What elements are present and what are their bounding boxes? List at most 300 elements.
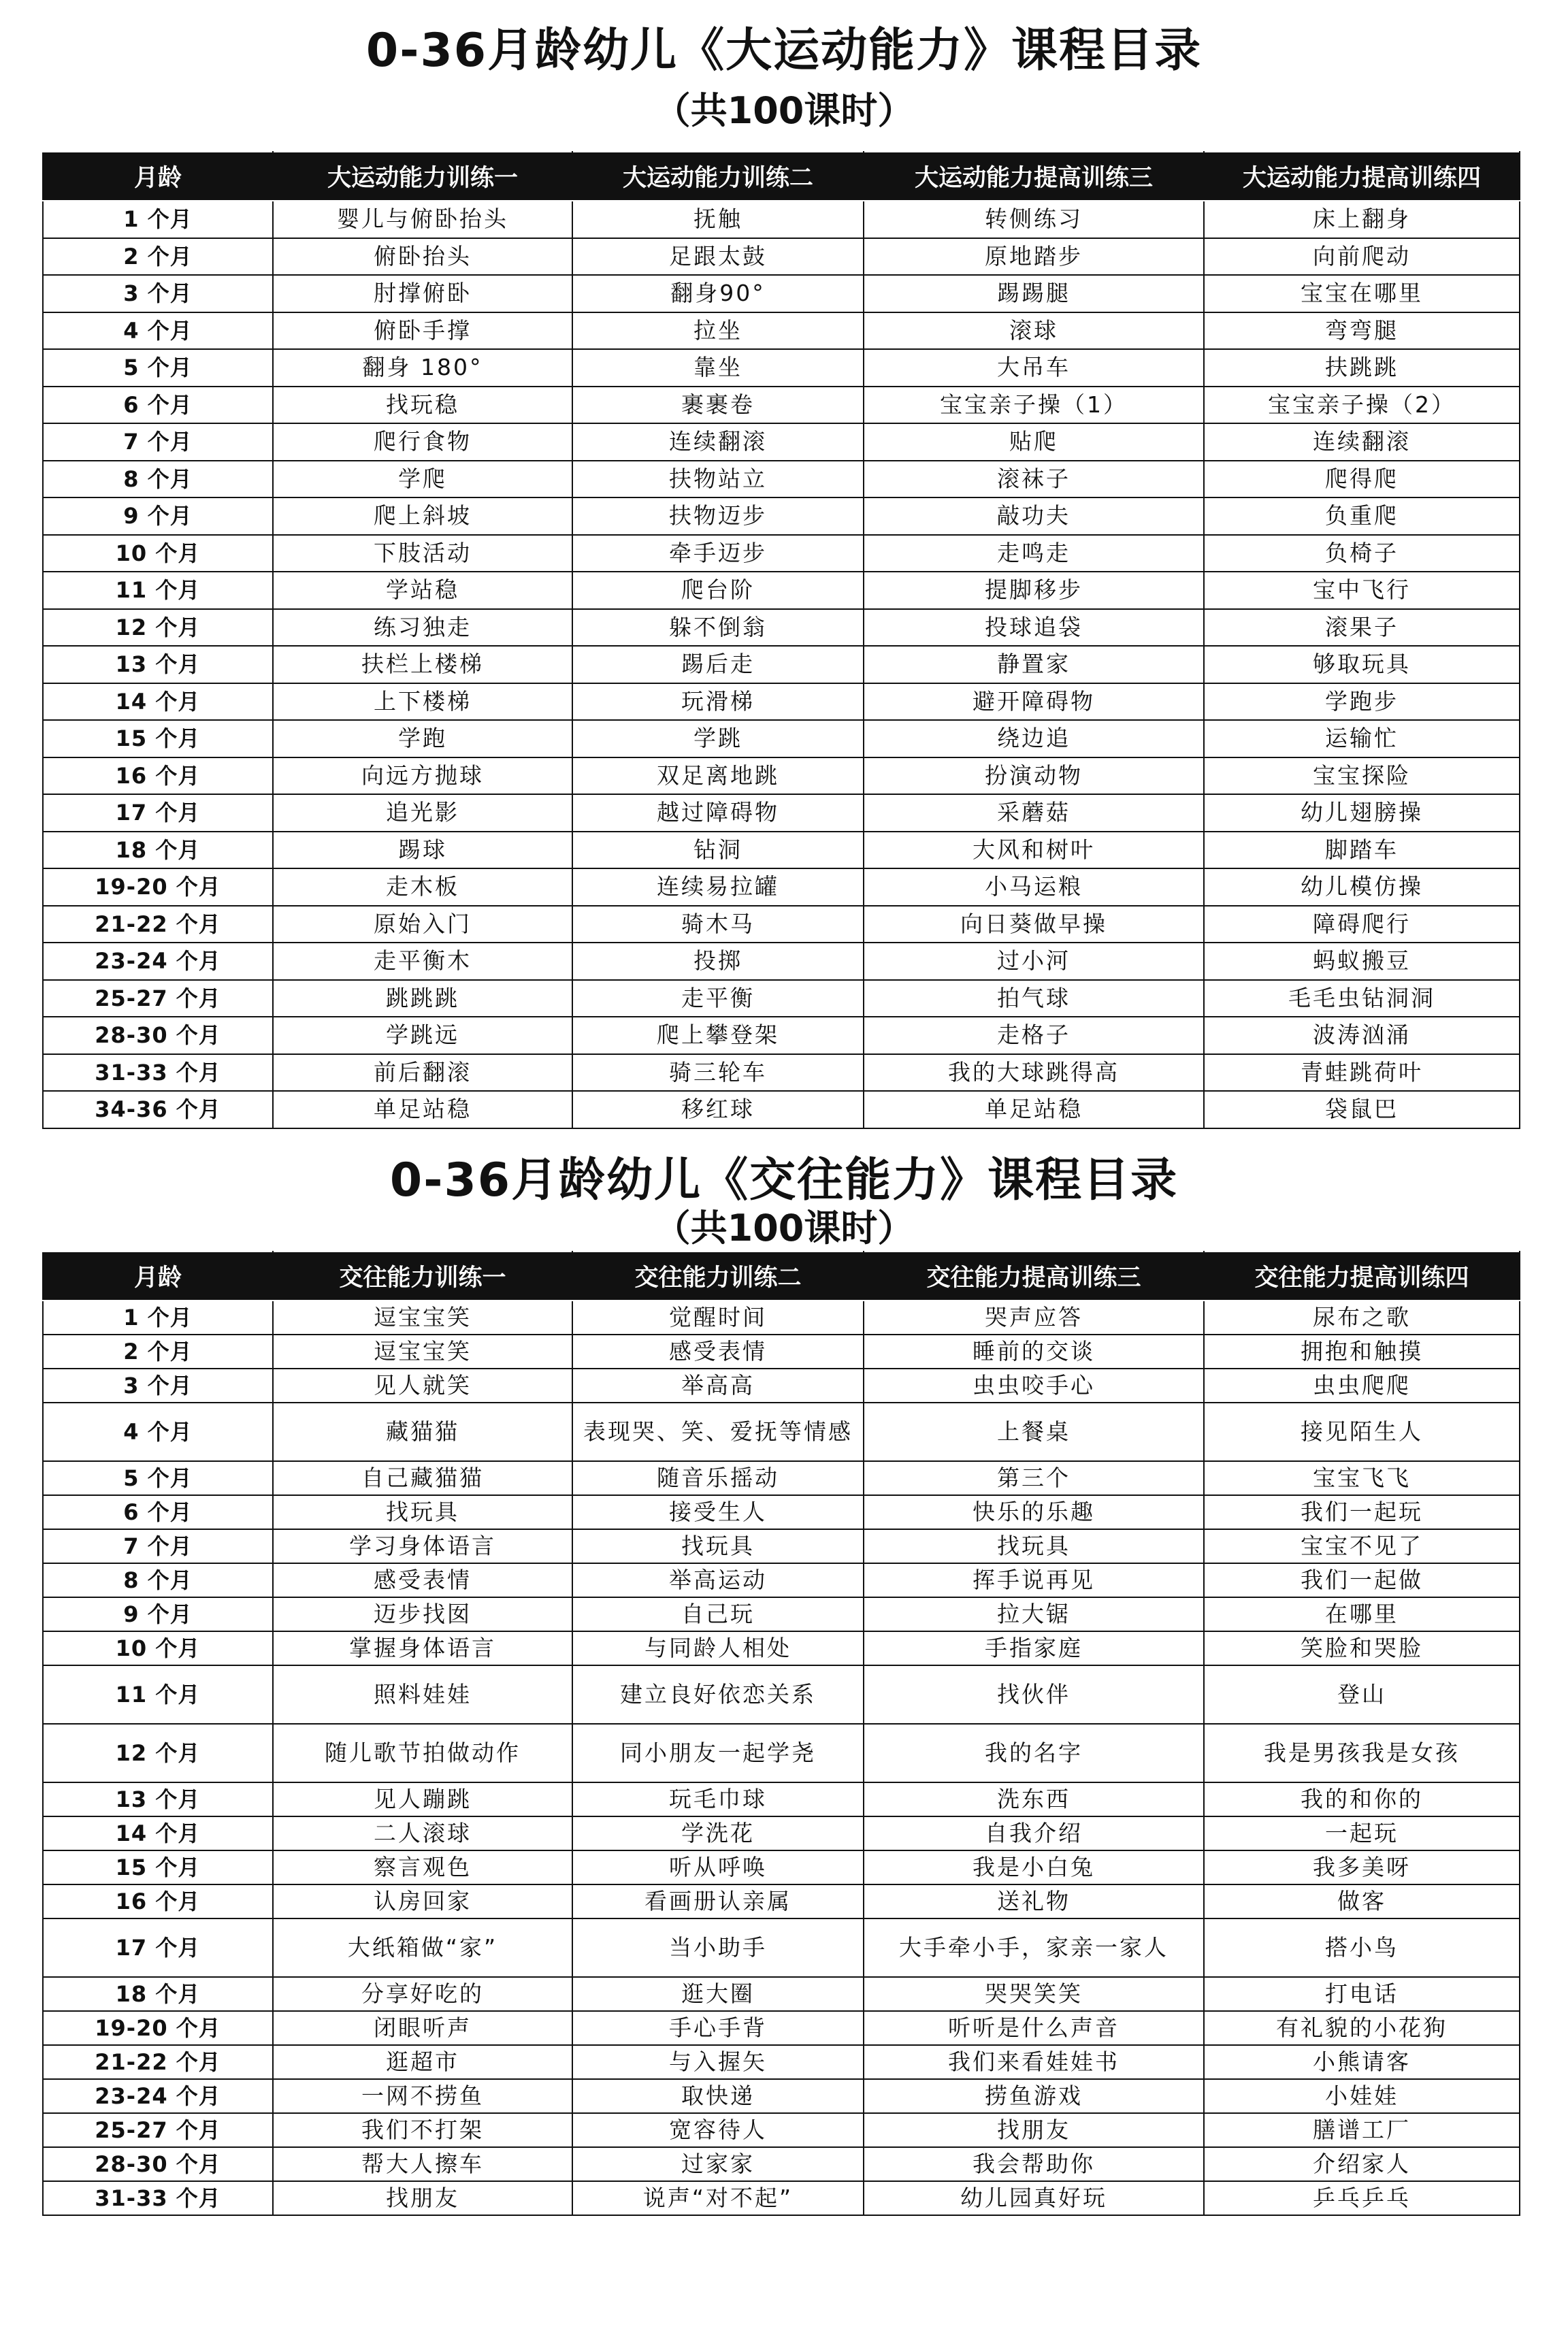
age-cell: 12 个月 (43, 609, 273, 647)
course-cell: 我们来看娃娃书 (864, 2045, 1204, 2079)
age-cell: 6 个月 (43, 1495, 273, 1529)
table-row (43, 572, 1520, 609)
course-cell: 下肢活动 (273, 535, 572, 572)
course-cell: 接受生人 (572, 1495, 864, 1529)
course-cell: 逗宝宝笑 (273, 1301, 572, 1335)
course-cell: 足跟太鼓 (572, 238, 864, 276)
course-cell: 我们一起玩 (1204, 1495, 1520, 1529)
column-header: 交往能力提高训练三 (864, 1252, 1204, 1301)
course-cell: 搭小鸟 (1204, 1918, 1520, 1977)
age-cell: 6 个月 (43, 387, 273, 424)
course-cell: 学爬 (273, 461, 572, 498)
course-cell: 笑脸和哭脸 (1204, 1631, 1520, 1665)
course-cell: 宝宝亲子操（1） (864, 387, 1204, 424)
age-cell: 1 个月 (43, 1301, 273, 1335)
course-cell: 有礼貌的小花狗 (1204, 2011, 1520, 2045)
age-cell: 9 个月 (43, 1597, 273, 1631)
motor-course-table (42, 151, 1520, 1129)
table-row (43, 683, 1520, 721)
course-cell: 说声“对不起” (572, 2181, 864, 2215)
course-cell: 扶物站立 (572, 461, 864, 498)
course-cell: 小马运粮 (864, 868, 1204, 906)
course-cell: 大吊车 (864, 349, 1204, 387)
table-row (43, 1403, 1520, 1461)
course-cell: 靠坐 (572, 349, 864, 387)
course-cell: 感受表情 (273, 1563, 572, 1597)
course-cell: 裹裹卷 (572, 387, 864, 424)
course-cell: 虫虫咬手心 (864, 1369, 1204, 1403)
course-cell: 运输忙 (1204, 720, 1520, 757)
course-cell: 袋鼠巴 (1204, 1091, 1520, 1128)
course-cell: 双足离地跳 (572, 757, 864, 795)
table-row (43, 1816, 1520, 1850)
course-cell: 脚踏车 (1204, 832, 1520, 869)
age-cell: 25-27 个月 (43, 2113, 273, 2147)
course-cell: 看画册认亲属 (572, 1884, 864, 1918)
course-cell: 自己玩 (572, 1597, 864, 1631)
age-cell: 13 个月 (43, 1782, 273, 1816)
table-row (43, 423, 1520, 461)
course-cell: 乒乓乒乓 (1204, 2181, 1520, 2215)
table-row (43, 535, 1520, 572)
course-cell: 向前爬动 (1204, 238, 1520, 276)
course-cell: 毛毛虫钻洞洞 (1204, 980, 1520, 1017)
course-cell: 逗宝宝笑 (273, 1335, 572, 1369)
course-cell: 当小助手 (572, 1918, 864, 1977)
course-cell: 照料娃娃 (273, 1665, 572, 1724)
course-cell: 宝宝亲子操（2） (1204, 387, 1520, 424)
social-subtitle: （共100课时） (653, 1207, 915, 1250)
course-cell: 送礼物 (864, 1884, 1204, 1918)
course-cell: 向日葵做早操 (864, 906, 1204, 943)
age-cell: 2 个月 (43, 1335, 273, 1369)
course-cell: 连续翻滚 (572, 423, 864, 461)
table-row (43, 1529, 1520, 1563)
course-cell: 察言观色 (273, 1850, 572, 1884)
table-row (43, 943, 1520, 980)
course-cell: 找玩稳 (273, 387, 572, 424)
column-header: 大运动能力提高训练三 (864, 152, 1204, 201)
course-cell: 幼儿园真好玩 (864, 2181, 1204, 2215)
course-cell: 婴儿与俯卧抬头 (273, 201, 572, 238)
course-cell: 自己藏猫猫 (273, 1461, 572, 1495)
course-cell: 举高高 (572, 1369, 864, 1403)
table-row (43, 201, 1520, 238)
table-row (43, 1461, 1520, 1495)
course-cell: 绕边追 (864, 720, 1204, 757)
course-cell: 床上翻身 (1204, 201, 1520, 238)
course-cell: 过小河 (864, 943, 1204, 980)
course-cell: 蚂蚁搬豆 (1204, 943, 1520, 980)
age-cell: 17 个月 (43, 794, 273, 832)
course-cell: 找伙伴 (864, 1665, 1204, 1724)
course-cell: 找玩具 (273, 1495, 572, 1529)
course-cell: 翻身90° (572, 275, 864, 312)
course-cell: 逛超市 (273, 2045, 572, 2079)
course-cell: 手心手背 (572, 2011, 864, 2045)
course-cell: 小娃娃 (1204, 2079, 1520, 2113)
course-cell: 我的大球跳得高 (864, 1054, 1204, 1092)
table-row (43, 2045, 1520, 2079)
table-row (43, 1724, 1520, 1782)
course-cell: 幼儿模仿操 (1204, 868, 1520, 906)
table-row (43, 906, 1520, 943)
age-cell: 15 个月 (43, 1850, 273, 1884)
age-cell: 34-36 个月 (43, 1091, 273, 1128)
course-cell: 闭眼听声 (273, 2011, 572, 2045)
course-cell: 捞鱼游戏 (864, 2079, 1204, 2113)
course-cell: 越过障碍物 (572, 794, 864, 832)
course-cell: 接见陌生人 (1204, 1403, 1520, 1461)
course-cell: 向远方抛球 (273, 757, 572, 795)
course-cell: 单足站稳 (864, 1091, 1204, 1128)
course-cell: 钻洞 (572, 832, 864, 869)
course-cell: 认房回家 (273, 1884, 572, 1918)
table-row (43, 1017, 1520, 1054)
course-cell: 觉醒时间 (572, 1301, 864, 1335)
course-cell: 波涛汹涌 (1204, 1017, 1520, 1054)
age-cell: 16 个月 (43, 757, 273, 795)
course-cell: 玩滑梯 (572, 683, 864, 721)
course-cell: 上餐桌 (864, 1403, 1204, 1461)
age-cell: 9 个月 (43, 497, 273, 535)
age-cell: 18 个月 (43, 1977, 273, 2011)
table-row (43, 1597, 1520, 1631)
course-cell: 哭哭笑笑 (864, 1977, 1204, 2011)
course-cell: 俯卧抬头 (273, 238, 572, 276)
course-cell: 爬得爬 (1204, 461, 1520, 498)
course-cell: 连续翻滚 (1204, 423, 1520, 461)
course-cell: 够取玩具 (1204, 646, 1520, 683)
course-cell: 我是男孩我是女孩 (1204, 1724, 1520, 1782)
table-row (43, 497, 1520, 535)
course-cell: 躲不倒翁 (572, 609, 864, 647)
table-row (43, 1091, 1520, 1128)
table-row (43, 720, 1520, 757)
course-cell: 睡前的交谈 (864, 1335, 1204, 1369)
table-row (43, 238, 1520, 276)
column-header: 交往能力训练一 (273, 1252, 572, 1301)
social-title: 0-36月龄幼儿《交往能力》课程目录 (389, 1154, 1179, 1207)
table-row (43, 1631, 1520, 1665)
course-cell: 走鸣走 (864, 535, 1204, 572)
course-cell: 同小朋友一起学尧 (572, 1724, 864, 1782)
course-cell: 贴爬 (864, 423, 1204, 461)
age-cell: 23-24 个月 (43, 943, 273, 980)
course-cell: 打电话 (1204, 1977, 1520, 2011)
social-course-table (42, 1251, 1520, 2216)
course-cell: 挥手说再见 (864, 1563, 1204, 1597)
table-row (43, 832, 1520, 869)
course-cell: 走平衡木 (273, 943, 572, 980)
course-cell: 快乐的乐趣 (864, 1495, 1204, 1529)
table-row (43, 1850, 1520, 1884)
table-row (43, 794, 1520, 832)
course-cell: 随音乐摇动 (572, 1461, 864, 1495)
table-row (43, 1782, 1520, 1816)
age-cell: 5 个月 (43, 1461, 273, 1495)
course-cell: 爬行食物 (273, 423, 572, 461)
course-cell: 介绍家人 (1204, 2147, 1520, 2181)
course-cell: 骑木马 (572, 906, 864, 943)
course-cell: 我的和你的 (1204, 1782, 1520, 1816)
course-cell: 提脚移步 (864, 572, 1204, 609)
course-cell: 拉大锯 (864, 1597, 1204, 1631)
course-cell: 滚球 (864, 312, 1204, 350)
table-row (43, 757, 1520, 795)
column-header: 大运动能力训练一 (273, 152, 572, 201)
table-row (43, 461, 1520, 498)
course-cell: 学跑 (273, 720, 572, 757)
course-cell: 踢球 (273, 832, 572, 869)
course-cell: 投掷 (572, 943, 864, 980)
age-cell: 19-20 个月 (43, 868, 273, 906)
table-row (43, 2079, 1520, 2113)
course-cell: 爬上攀登架 (572, 1017, 864, 1054)
age-cell: 4 个月 (43, 1403, 273, 1461)
age-cell: 25-27 个月 (43, 980, 273, 1017)
course-cell: 学洗花 (572, 1816, 864, 1850)
age-cell: 21-22 个月 (43, 906, 273, 943)
age-cell: 17 个月 (43, 1918, 273, 1977)
course-cell: 单足站稳 (273, 1091, 572, 1128)
course-cell: 做客 (1204, 1884, 1520, 1918)
course-cell: 宝宝飞飞 (1204, 1461, 1520, 1495)
course-cell: 取快递 (572, 2079, 864, 2113)
course-cell: 与入握矢 (572, 2045, 864, 2079)
course-cell: 登山 (1204, 1665, 1520, 1724)
course-cell: 逛大圈 (572, 1977, 864, 2011)
table-row (43, 2181, 1520, 2215)
course-cell: 宝宝探险 (1204, 757, 1520, 795)
age-cell: 1 个月 (43, 201, 273, 238)
course-cell: 学跳远 (273, 1017, 572, 1054)
course-cell: 一起玩 (1204, 1816, 1520, 1850)
table-row (43, 1918, 1520, 1977)
table-row (43, 1054, 1520, 1092)
course-cell: 负椅子 (1204, 535, 1520, 572)
course-cell: 学跳 (572, 720, 864, 757)
course-cell: 原始入门 (273, 906, 572, 943)
course-cell: 大手牵小手，家亲一家人 (864, 1918, 1204, 1977)
age-cell: 2 个月 (43, 238, 273, 276)
column-header: 大运动能力提高训练四 (1204, 152, 1520, 201)
course-cell: 在哪里 (1204, 1597, 1520, 1631)
table-row (43, 1369, 1520, 1403)
course-cell: 二人滚球 (273, 1816, 572, 1850)
age-cell: 18 个月 (43, 832, 273, 869)
course-cell: 一网不捞鱼 (273, 2079, 572, 2113)
age-cell: 28-30 个月 (43, 2147, 273, 2181)
age-cell: 3 个月 (43, 275, 273, 312)
course-cell: 迈步找囡 (273, 1597, 572, 1631)
course-cell: 随儿歌节拍做动作 (273, 1724, 572, 1782)
age-cell: 21-22 个月 (43, 2045, 273, 2079)
course-cell: 虫虫爬爬 (1204, 1369, 1520, 1403)
course-cell: 静置家 (864, 646, 1204, 683)
course-cell: 移红球 (572, 1091, 864, 1128)
table-row (43, 275, 1520, 312)
age-cell: 8 个月 (43, 461, 273, 498)
course-cell: 我们一起做 (1204, 1563, 1520, 1597)
table-row (43, 1495, 1520, 1529)
column-header: 月龄 (43, 152, 273, 201)
course-cell: 弯弯腿 (1204, 312, 1520, 350)
course-cell: 大纸箱做“家” (273, 1918, 572, 1977)
course-cell: 牵手迈步 (572, 535, 864, 572)
course-cell: 抚触 (572, 201, 864, 238)
course-cell: 幼儿翅膀操 (1204, 794, 1520, 832)
course-cell: 练习独走 (273, 609, 572, 647)
course-cell: 爬上斜坡 (273, 497, 572, 535)
table-row (43, 646, 1520, 683)
course-cell: 走木板 (273, 868, 572, 906)
column-header: 交往能力提高训练四 (1204, 1252, 1520, 1301)
table-row (43, 349, 1520, 387)
course-cell: 连续易拉罐 (572, 868, 864, 906)
column-header: 月龄 (43, 1252, 273, 1301)
course-cell: 前后翻滚 (273, 1054, 572, 1092)
header-row (43, 152, 1520, 201)
age-cell: 31-33 个月 (43, 2181, 273, 2215)
course-cell: 手指家庭 (864, 1631, 1204, 1665)
age-cell: 19-20 个月 (43, 2011, 273, 2045)
age-cell: 13 个月 (43, 646, 273, 683)
course-cell: 扶物迈步 (572, 497, 864, 535)
course-cell: 找朋友 (864, 2113, 1204, 2147)
age-cell: 7 个月 (43, 1529, 273, 1563)
age-cell: 10 个月 (43, 535, 273, 572)
age-cell: 11 个月 (43, 572, 273, 609)
course-cell: 宽容待人 (572, 2113, 864, 2147)
age-cell: 4 个月 (43, 312, 273, 350)
course-cell: 找玩具 (864, 1529, 1204, 1563)
course-cell: 扶跳跳 (1204, 349, 1520, 387)
course-cell: 拥抱和触摸 (1204, 1335, 1520, 1369)
age-cell: 3 个月 (43, 1369, 273, 1403)
table-row (43, 609, 1520, 647)
table-row (43, 868, 1520, 906)
course-cell: 滚袜子 (864, 461, 1204, 498)
course-cell: 听从呼唤 (572, 1850, 864, 1884)
motor-title: 0-36月龄幼儿《大运动能力》课程目录 (365, 24, 1203, 78)
course-cell: 投球追袋 (864, 609, 1204, 647)
course-cell: 追光影 (273, 794, 572, 832)
course-cell: 转侧练习 (864, 201, 1204, 238)
course-cell: 哭声应答 (864, 1301, 1204, 1335)
header-row (43, 1252, 1520, 1301)
course-cell: 踢后走 (572, 646, 864, 683)
course-cell: 与同龄人相处 (572, 1631, 864, 1665)
course-cell: 尿布之歌 (1204, 1301, 1520, 1335)
table-row (43, 2011, 1520, 2045)
course-cell: 敲功夫 (864, 497, 1204, 535)
course-cell: 扶栏上楼梯 (273, 646, 572, 683)
age-cell: 5 个月 (43, 349, 273, 387)
course-cell: 走平衡 (572, 980, 864, 1017)
course-cell: 学习身体语言 (273, 1529, 572, 1563)
course-cell: 障碍爬行 (1204, 906, 1520, 943)
course-cell: 学跑步 (1204, 683, 1520, 721)
course-cell: 宝宝在哪里 (1204, 275, 1520, 312)
course-cell: 找玩具 (572, 1529, 864, 1563)
course-cell: 建立良好依恋关系 (572, 1665, 864, 1724)
course-cell: 我的名字 (864, 1724, 1204, 1782)
course-cell: 表现哭、笑、爱抚等情感 (572, 1403, 864, 1461)
course-cell: 小熊请客 (1204, 2045, 1520, 2079)
course-cell: 玩毛巾球 (572, 1782, 864, 1816)
course-cell: 我多美呀 (1204, 1850, 1520, 1884)
course-cell: 洗东西 (864, 1782, 1204, 1816)
column-header: 大运动能力训练二 (572, 152, 864, 201)
course-cell: 第三个 (864, 1461, 1204, 1495)
table-row (43, 312, 1520, 350)
age-cell: 7 个月 (43, 423, 273, 461)
course-cell: 翻身 180° (273, 349, 572, 387)
course-cell: 俯卧手撑 (273, 312, 572, 350)
course-cell: 扮演动物 (864, 757, 1204, 795)
table-row (43, 1884, 1520, 1918)
age-cell: 10 个月 (43, 1631, 273, 1665)
age-cell: 31-33 个月 (43, 1054, 273, 1092)
age-cell: 14 个月 (43, 1816, 273, 1850)
course-cell: 见人蹦跳 (273, 1782, 572, 1816)
course-cell: 负重爬 (1204, 497, 1520, 535)
course-cell: 拉坐 (572, 312, 864, 350)
course-cell: 藏猫猫 (273, 1403, 572, 1461)
course-cell: 见人就笑 (273, 1369, 572, 1403)
course-cell: 拍气球 (864, 980, 1204, 1017)
course-cell: 感受表情 (572, 1335, 864, 1369)
table-row (43, 1665, 1520, 1724)
age-cell: 12 个月 (43, 1724, 273, 1782)
course-cell: 滚果子 (1204, 609, 1520, 647)
course-cell: 宝宝不见了 (1204, 1529, 1520, 1563)
course-cell: 举高运动 (572, 1563, 864, 1597)
course-cell: 走格子 (864, 1017, 1204, 1054)
column-header: 交往能力训练二 (572, 1252, 864, 1301)
table-row (43, 387, 1520, 424)
course-cell: 膳谱工厂 (1204, 2113, 1520, 2147)
course-cell: 我是小白兔 (864, 1850, 1204, 1884)
course-cell: 学站稳 (273, 572, 572, 609)
course-cell: 过家家 (572, 2147, 864, 2181)
age-cell: 14 个月 (43, 683, 273, 721)
course-cell: 肘撑俯卧 (273, 275, 572, 312)
course-cell: 找朋友 (273, 2181, 572, 2215)
course-cell: 青蛙跳荷叶 (1204, 1054, 1520, 1092)
course-cell: 避开障碍物 (864, 683, 1204, 721)
age-cell: 23-24 个月 (43, 2079, 273, 2113)
course-cell: 掌握身体语言 (273, 1631, 572, 1665)
course-cell: 我们不打架 (273, 2113, 572, 2147)
course-cell: 踢踢腿 (864, 275, 1204, 312)
course-cell: 骑三轮车 (572, 1054, 864, 1092)
table-row (43, 1301, 1520, 1335)
table-row (43, 980, 1520, 1017)
course-cell: 分享好吃的 (273, 1977, 572, 2011)
motor-subtitle: （共100课时） (653, 89, 915, 132)
course-cell: 原地踏步 (864, 238, 1204, 276)
course-cell: 自我介绍 (864, 1816, 1204, 1850)
course-cell: 采蘑菇 (864, 794, 1204, 832)
age-cell: 28-30 个月 (43, 1017, 273, 1054)
age-cell: 16 个月 (43, 1884, 273, 1918)
course-cell: 上下楼梯 (273, 683, 572, 721)
table-row (43, 2113, 1520, 2147)
course-cell: 听听是什么声音 (864, 2011, 1204, 2045)
table-row (43, 1977, 1520, 2011)
